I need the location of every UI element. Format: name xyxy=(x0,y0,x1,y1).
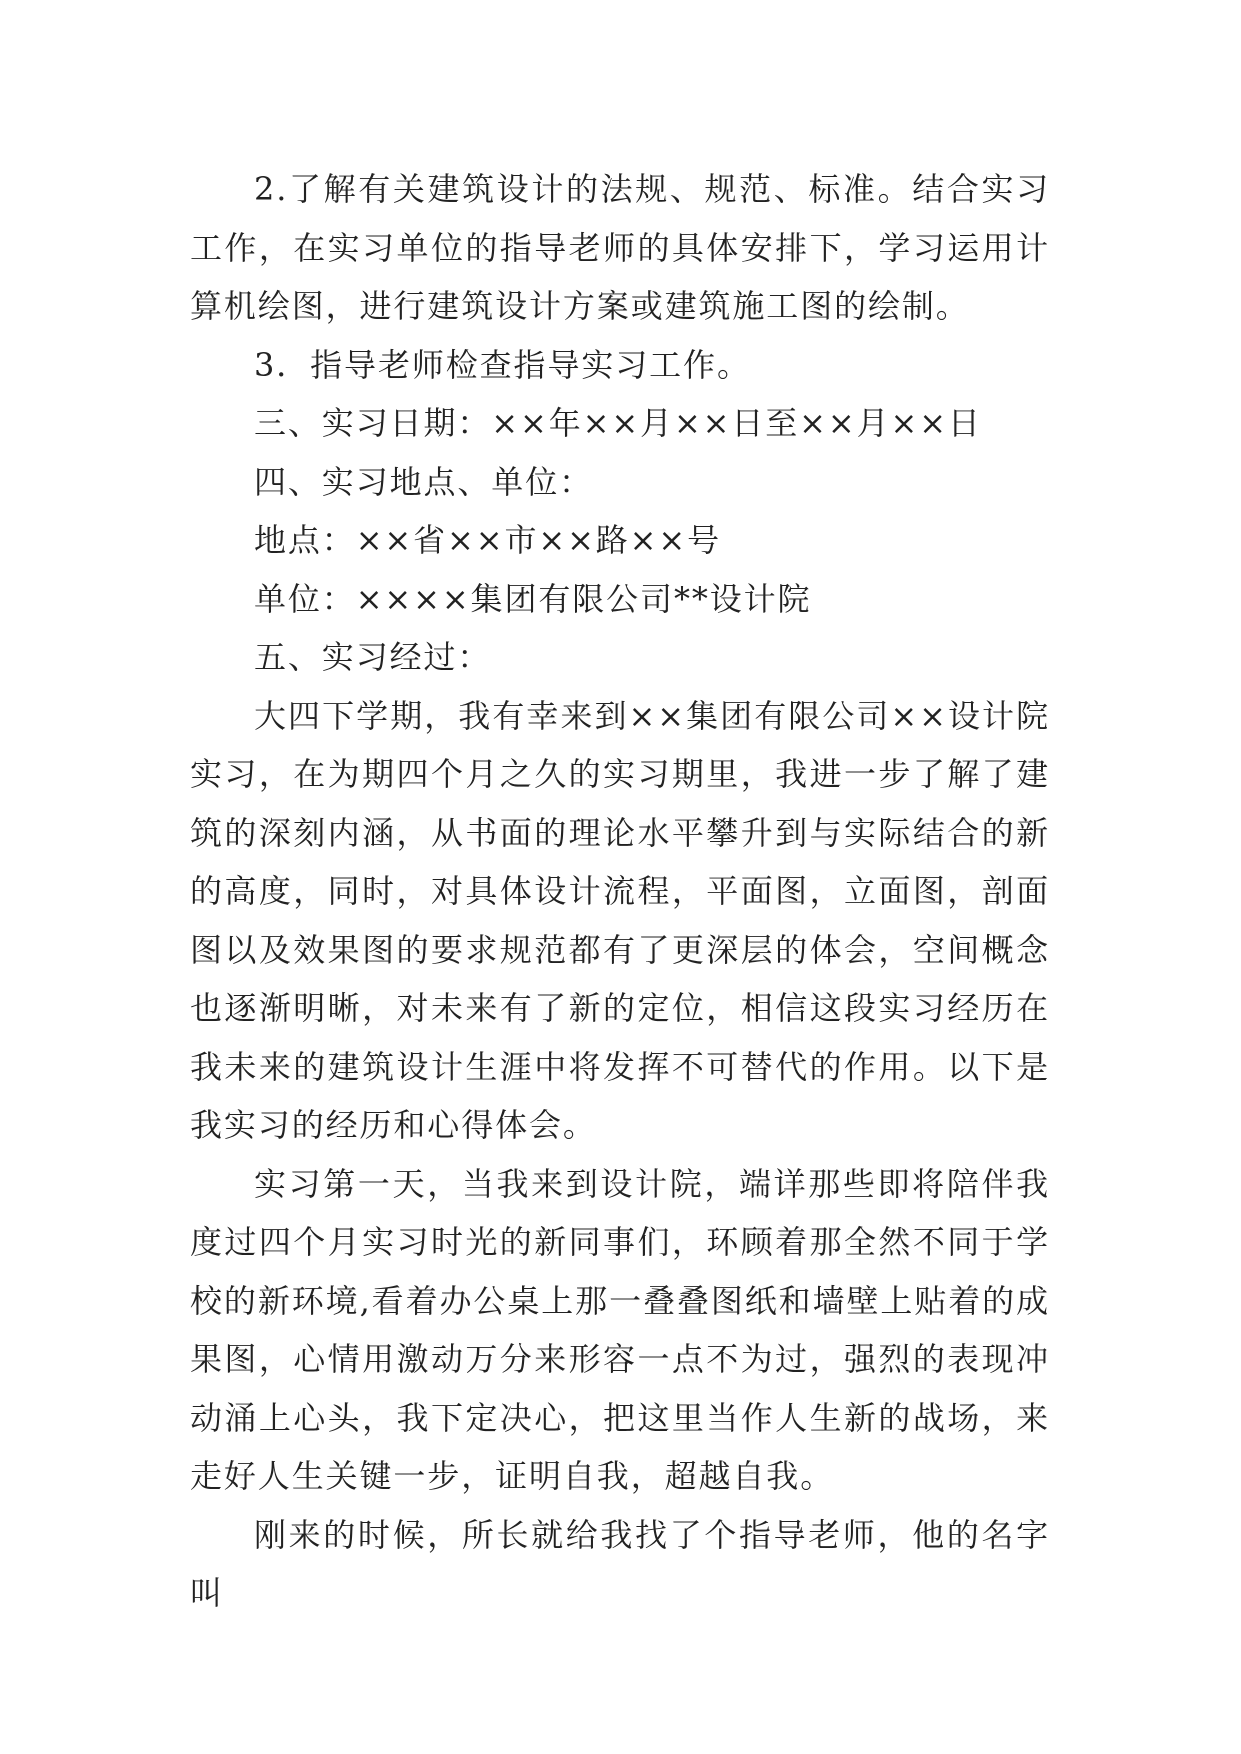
paragraph-unit: 单位：××××集团有限公司**设计院 xyxy=(254,579,812,618)
paragraph-location: 地点：××省××市××路××号 xyxy=(254,521,722,559)
paragraph-location-heading: 四、实习地点、单位： xyxy=(254,462,594,501)
paragraph-internship-dates: 三、实习日期：××年××月××日至××月××日 xyxy=(254,404,982,442)
paragraph-intro: 大四下学期，我有幸来到××集团有限公司××设计院实习，在为期四个月之久的实习期里，我进一步了解了建筑的深刻内涵，从书面的理论水平攀升到与实际结合的新的高度，同时，对具体设计流程，平面图，立面图，剖面图以及效果图的要求规范都有了更深层的体会，空间概念也逐渐明晰，对未来有了新的定位，相信这段实习经历在我未来的建筑设计生涯中将发挥不可替代的作用。以下是我实习的经历和心得体会。 xyxy=(190,696,1050,1144)
paragraph-study-regulations: 2.了解有关建筑设计的法规、规范、标准。结合实习工作，在实习单位的指导老师的具体安排下，学习运用计算机绘图，进行建筑设计方案或建筑施工图的绘制。 xyxy=(190,170,1050,325)
paragraph-process-heading: 五、实习经过： xyxy=(254,638,492,676)
paragraph-first-day: 实习第一天，当我来到设计院，端详那些即将陪伴我度过四个月实习时光的新同事们，环顾着那全然不同于学校的新环境,看着办公桌上那一叠叠图纸和墙壁上贴着的成果图，心情用激动万分来形容一点不为过，强烈的表现冲动涌上心头，我下定决心，把这里当作人生新的战场，来走好人生关键一步，证明自我，超越自我。 xyxy=(190,1164,1050,1495)
paragraph-advisor: 刚来的时候，所长就给我找了个指导老师，他的名字叫 xyxy=(190,1515,1050,1612)
document-body xyxy=(190,160,1050,1623)
paragraph-teacher-check: 3．指导老师检查指导实习工作。 xyxy=(254,345,751,384)
